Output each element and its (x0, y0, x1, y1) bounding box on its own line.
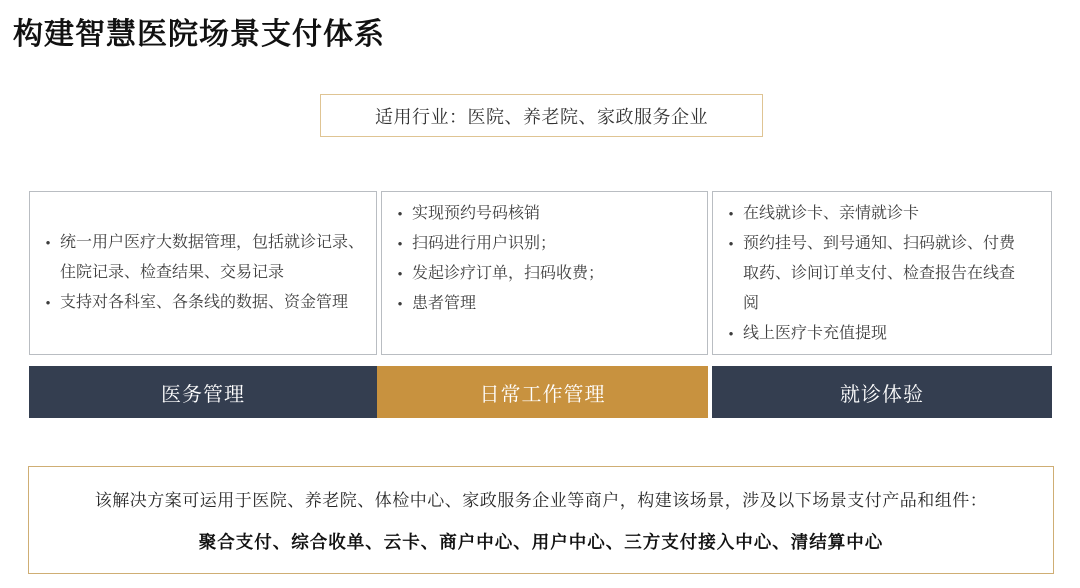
bullet-icon: • (45, 295, 51, 310)
bullet-icon: • (728, 206, 734, 221)
solution-summary-text: 该解决方案可运用于医院、养老院、体检中心、家政服务企业等商户，构建该场景，涉及以下场景支付产品和组件： (94, 490, 988, 510)
category-bar-medical-admin (29, 366, 377, 418)
industry-banner-text: 适用行业：医院、养老院、家政服务企业 (375, 106, 708, 127)
bullet-icon: • (728, 326, 734, 341)
list-item (719, 229, 1025, 319)
bullet-icon: • (397, 266, 403, 281)
bullet-list (30, 228, 376, 318)
category-bar-label: 医务管理 (161, 383, 245, 406)
page-title: 构建智慧医院场景支付体系 (13, 18, 385, 51)
feature-box-medical-admin (29, 191, 377, 355)
bullet-list (713, 199, 1051, 349)
list-item (388, 229, 701, 259)
bullet-text: 统一用户医疗大数据管理，包括就诊记录、住院记录、检查结果、交易记录 (60, 234, 365, 281)
list-item (388, 259, 701, 289)
feature-box-patient-experience (712, 191, 1052, 355)
bullet-text: 扫码进行用户识别； (412, 235, 557, 252)
bullet-icon: • (728, 236, 734, 251)
list-item (719, 319, 1025, 349)
list-item (36, 228, 370, 288)
list-item (719, 199, 1025, 229)
bullet-text: 发起诊疗订单，扫码收费； (412, 265, 605, 282)
bullet-text: 患者管理 (412, 295, 477, 312)
bullet-text: 在线就诊卡、亲情就诊卡 (743, 205, 920, 222)
bullet-list (382, 199, 707, 319)
bullet-text: 实现预约号码核销 (412, 205, 541, 222)
feature-box-daily-work (381, 191, 708, 355)
category-bar-daily-work (377, 366, 708, 418)
category-bar-patient-experience (712, 366, 1052, 418)
category-bar-label: 日常工作管理 (479, 383, 606, 406)
solution-summary-box (28, 466, 1054, 574)
industry-banner (320, 94, 763, 137)
bullet-icon: • (45, 235, 51, 250)
bullet-text: 预约挂号、到号通知、扫码就诊、付费取药、诊间订单支付、检查报告在线查阅 (743, 235, 1016, 312)
list-item (388, 199, 701, 229)
bullet-icon: • (397, 296, 403, 311)
list-item (36, 288, 370, 318)
solution-components-text: 聚合支付、综合收单、云卡、商户中心、用户中心、三方支付接入中心、清结算中心 (198, 532, 884, 553)
list-item (388, 289, 701, 319)
category-bar-label: 就诊体验 (840, 383, 924, 406)
bullet-text: 支持对各科室、各条线的数据、资金管理 (60, 294, 349, 311)
bullet-text: 线上医疗卡充值提现 (743, 325, 888, 342)
bullet-icon: • (397, 206, 403, 221)
bullet-icon: • (397, 236, 403, 251)
